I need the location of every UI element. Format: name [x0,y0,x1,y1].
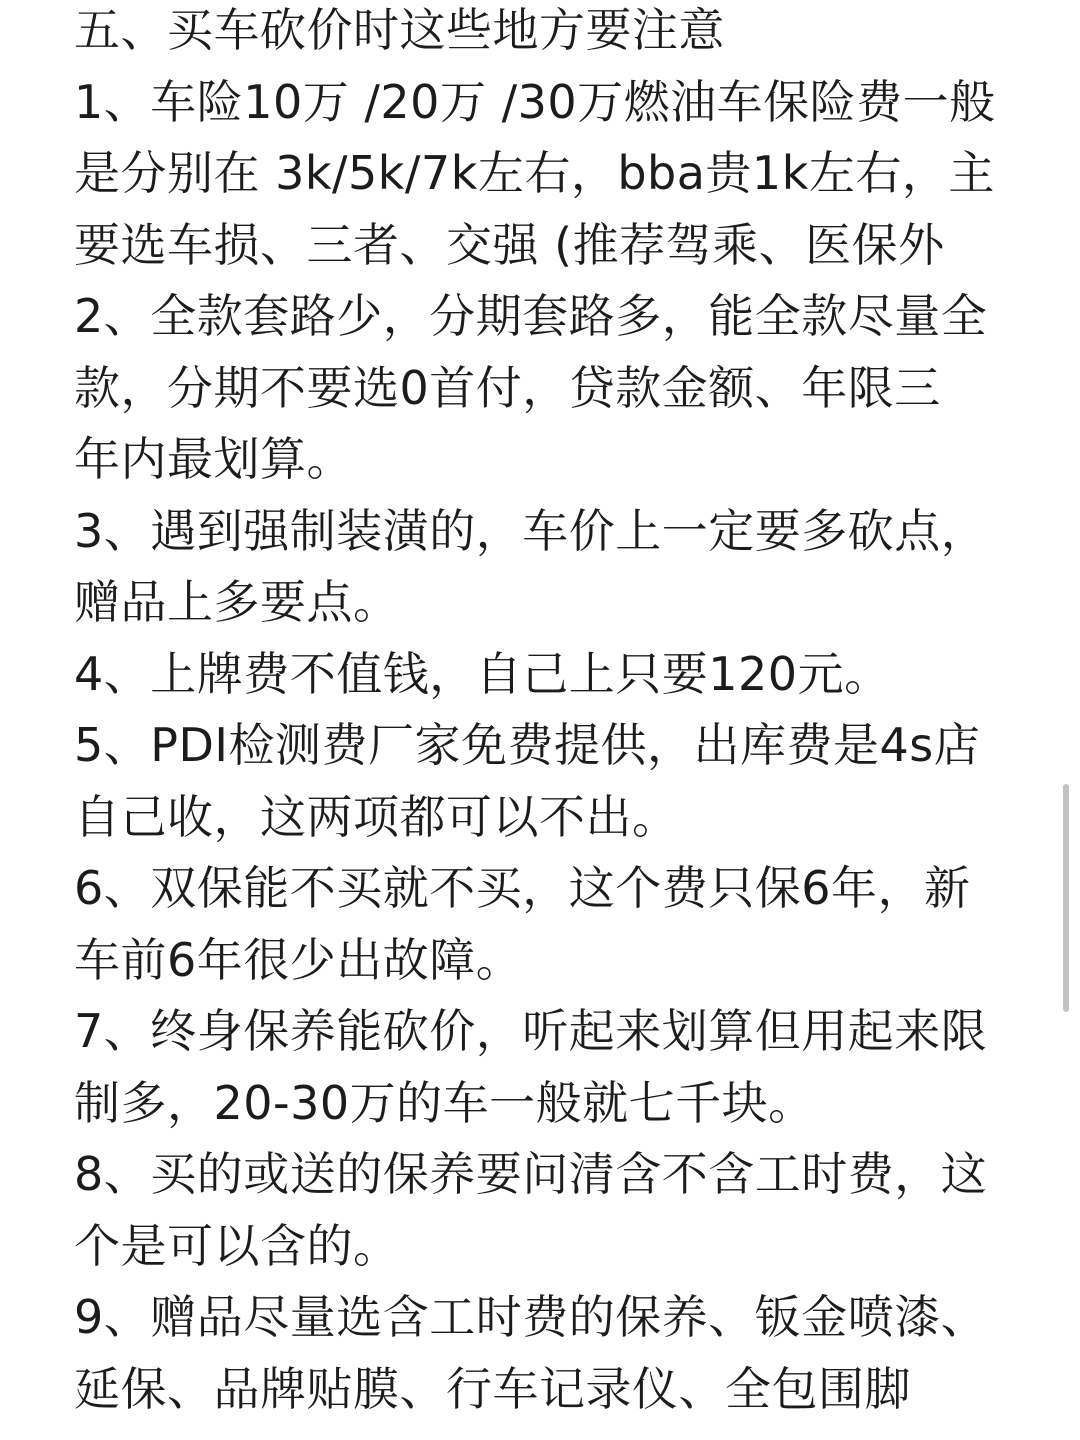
note-line: 延保、品牌贴膜、行车记录仪、全包围脚 [74,1361,911,1416]
note-line: 4、上牌费不值钱，自己上只要120元。 [74,646,891,701]
note-line: 要选车损、三者、交强 (推荐驾乘、医保外 [74,217,945,272]
note-line: 1、车险10万 /20万 /30万燃油车保险费一般 [74,74,996,129]
note-line: 自己收，这两项都可以不出。 [74,789,679,844]
note-line: 制多，20-30万的车一般就七千块。 [74,1075,815,1130]
note-heading: 五、买车砍价时这些地方要注意 [74,3,725,57]
note-line: 5、PDI检测费厂家免费提供，出库费是4s店 [74,718,981,772]
note-body [74,0,1014,1425]
note-line: 赠品上多要点。 [74,575,400,629]
note-line: 9、赠品尽量选含工时费的保养、钣金喷漆、 [74,1290,988,1344]
note-line: 年内最划算。 [74,432,353,486]
note-line: 个是可以含的。 [74,1218,400,1273]
note-line: 车前6年很少出故障。 [74,932,523,987]
note-line: 是分别在 3k/5k/7k左右，bba贵1k左右，主 [74,146,995,200]
vertical-scrollbar[interactable] [1063,784,1069,1012]
note-line: 款，分期不要选0首付，贷款金额、年限三 [74,360,941,415]
note-line: 7、终身保养能砍价，听起来划算但用起来限 [74,1004,988,1058]
note-line: 8、买的或送的保养要问清含不含工时费，这 [74,1147,988,1201]
note-line: 3、遇到强制装潢的，车价上一定要多砍点， [74,503,988,558]
note-line: 2、全款套路少，分期套路多，能全款尽量全 [74,289,988,343]
note-line: 6、双保能不买就不买，这个费只保6年，新 [74,861,971,915]
